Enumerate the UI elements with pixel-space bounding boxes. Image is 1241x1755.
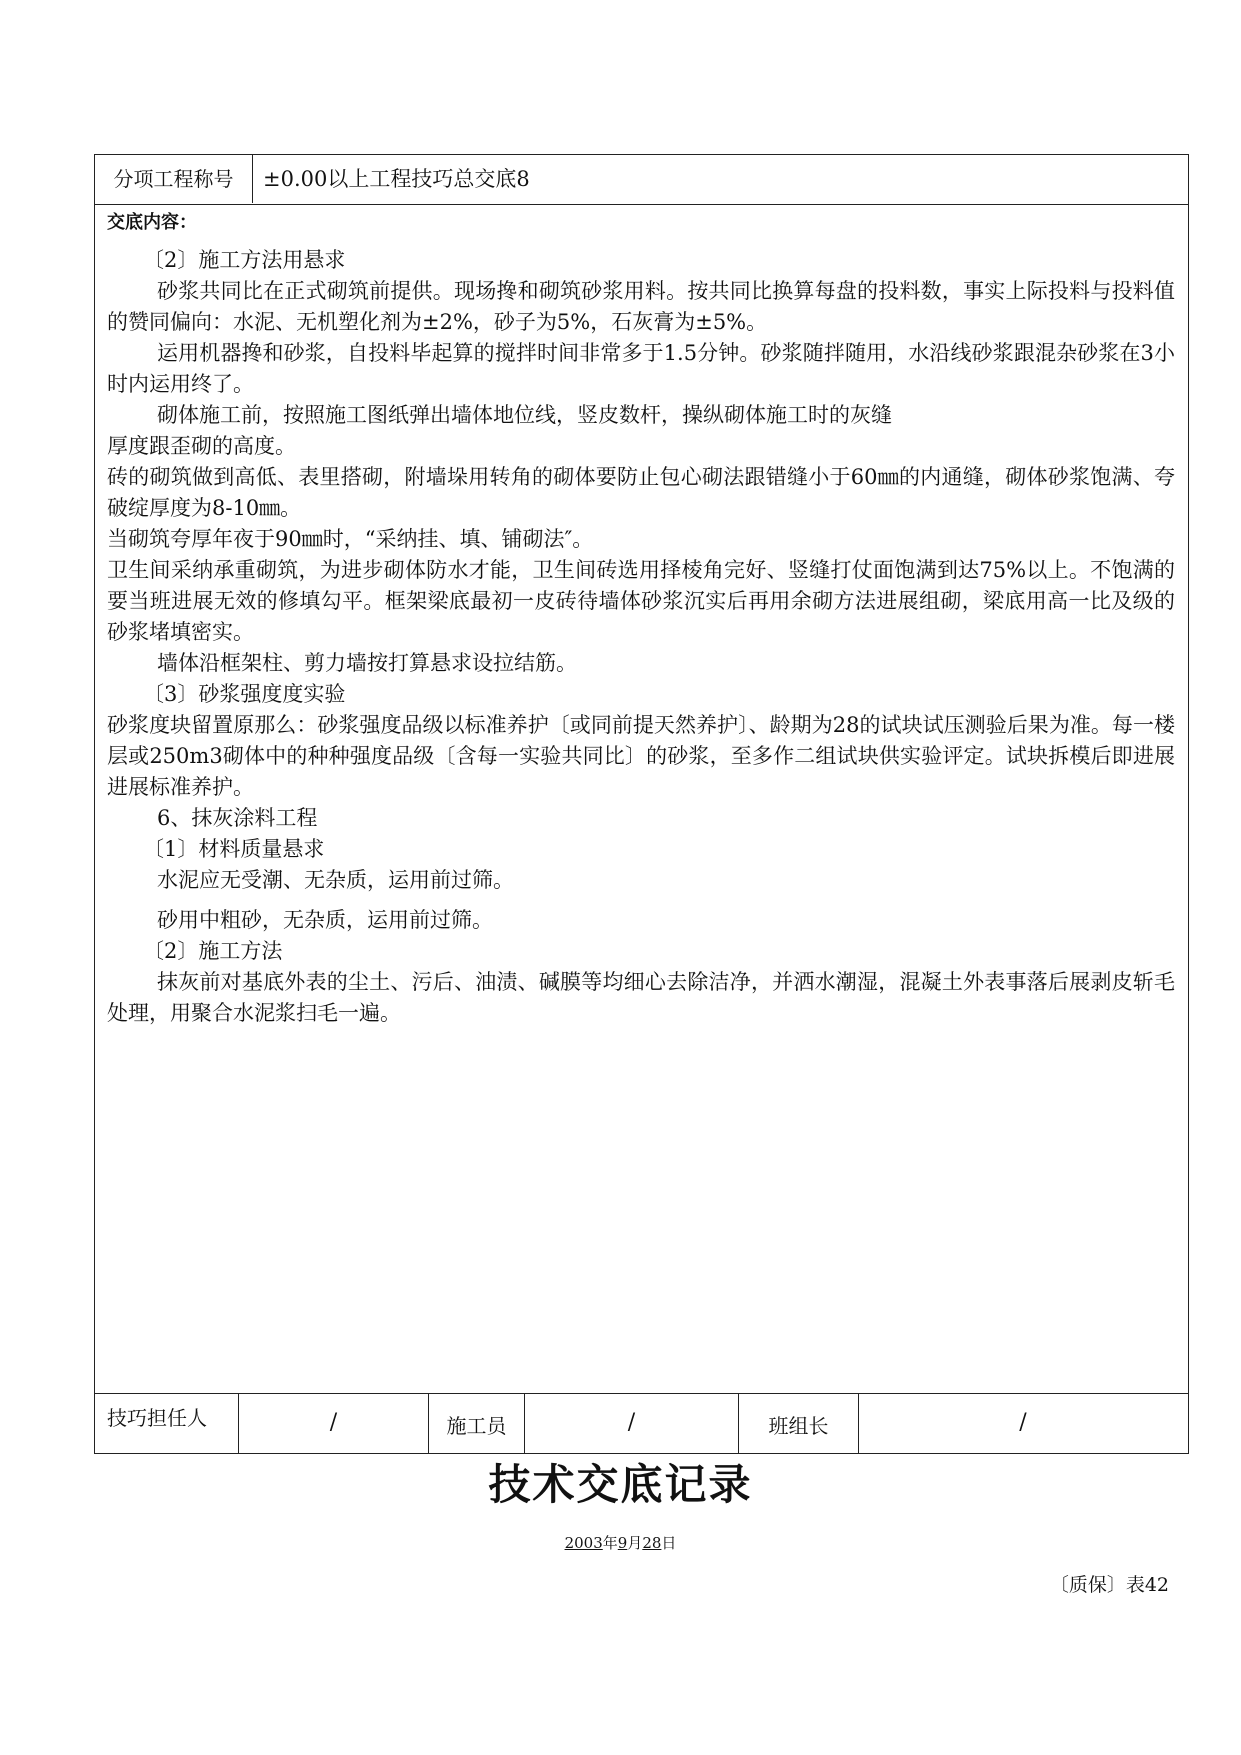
tech-lead-label: 技巧担任人 xyxy=(107,1406,207,1430)
paragraph-test-blocks: 砂浆度块留置原那么：砂浆强度品级以标准养护〔或同前提天然养护〕、龄期为28的试块试压测验后果为准。每一楼层或250m3砌体中的种种强度品级〔含每一实验共同比〕的砂浆，至多作二组试块供实验评定。试块拆模后即进展进展标准养护。 xyxy=(107,713,1175,799)
paragraph-thick-wall: 当砌筑夸厚年夜于90㎜时，“采纳挂、填、铺砌法″。 xyxy=(107,527,594,551)
constructor-label: 施工员 xyxy=(446,1414,507,1438)
date-year-suffix: 年 xyxy=(602,1534,618,1552)
disclosure-form-table xyxy=(94,154,1189,1454)
paragraph-layout-cont: 厚度跟歪砌的高度。 xyxy=(107,434,296,458)
date-month: 9 xyxy=(617,1534,628,1552)
paragraph-bonding: 砖的砌筑做到高低、表里搭砌，附墙垛用转角的砌体要防止包心砌法跟错缝小于60㎜的内通缝，砌体砂浆饱满、夸破绽厚度为8-10㎜。 xyxy=(107,465,1175,520)
paragraph-substrate: 抹灰前对基底外表的尘土、污后、油渍、碱膜等均细心去除洁净，并洒水潮湿，混凝土外表事落后展剥皮斩毛处理，用聚合水泥浆扫毛一遍。 xyxy=(107,970,1175,1025)
paragraph-method-heading-2: 〔2〕施工方法 xyxy=(143,939,283,963)
paragraph-layout: 砌体施工前，按照施工图纸弹出墙体地位线，竖皮数杆，操纵砌体施工时的灰缝 xyxy=(157,403,892,427)
constructor-value-cell xyxy=(525,1394,739,1453)
paragraph-mixing: 运用机器搀和砂浆，自投料毕起算的搅拌时间非常多于1.5分钟。砂浆随拌随用，水沿线砂浆跟混杂砂浆在3小时内运用终了。 xyxy=(107,341,1175,396)
paragraph-bathroom: 卫生间采纳承重砌筑，为进步砌体防水才能，卫生间砖选用择棱角完好、竖缝打仗面饱满到达75%以上。不饱满的要当班进展无效的修填勾平。框架梁底最初一皮砖待墙体砂浆沉实后再用余砌方法进展组砌，梁底用高一比及级的砂浆堵填密实。 xyxy=(107,558,1175,644)
project-name-label: 分项工程称号 xyxy=(95,155,253,203)
header-row xyxy=(95,155,1188,205)
paragraph-method-heading: 〔2〕施工方法用悬求 xyxy=(143,248,346,272)
date-month-suffix: 月 xyxy=(627,1534,643,1552)
constructor-value: / xyxy=(627,1410,636,1435)
constructor-label-cell xyxy=(429,1394,525,1453)
form-number: 〔质保〕表42 xyxy=(1049,1574,1169,1596)
tech-lead-label-cell xyxy=(95,1394,239,1453)
paragraph-plastering-heading: 6、抹灰涂料工程 xyxy=(157,806,318,830)
paragraph-cement: 水泥应无受潮、无杂质，运用前过筛。 xyxy=(157,868,514,892)
signature-row xyxy=(95,1393,1188,1453)
team-lead-label-cell xyxy=(739,1394,859,1453)
paragraph-sand: 砂用中粗砂，无杂质，运用前过筛。 xyxy=(157,908,493,932)
date-year: 2003 xyxy=(564,1534,603,1552)
project-name-value: ±0.00以上工程技巧总交底8 xyxy=(263,167,530,191)
team-lead-value: / xyxy=(1019,1410,1027,1435)
document-date xyxy=(0,1532,1241,1553)
date-day: 28 xyxy=(642,1534,662,1552)
team-lead-label: 班组长 xyxy=(768,1414,829,1438)
team-lead-value-cell xyxy=(859,1394,1187,1453)
tech-lead-value-cell xyxy=(239,1394,429,1453)
paragraph-strength-heading: 〔3〕砂浆强度度实验 xyxy=(143,682,346,706)
disclosure-content xyxy=(107,211,1175,1029)
paragraph-mortar-ratio: 砂浆共同比在正式砌筑前提供。现场搀和砌筑砂浆用料。按共同比换算每盘的投料数，事实上际投料与投料值的赞同偏向：水泥、无机塑化剂为±2%，砂子为5%，石灰膏为±5%。 xyxy=(107,279,1175,334)
date-day-suffix: 日 xyxy=(661,1534,677,1552)
document-title: 技术交底记录 xyxy=(488,1460,753,1509)
tech-lead-value: / xyxy=(329,1410,338,1435)
paragraph-material-heading: 〔1〕材料质量悬求 xyxy=(143,837,325,861)
content-label: 交底内容： xyxy=(107,212,197,233)
paragraph-tie-bars: 墙体沿框架柱、剪力墙按打算悬求设拉结筋。 xyxy=(157,651,577,675)
